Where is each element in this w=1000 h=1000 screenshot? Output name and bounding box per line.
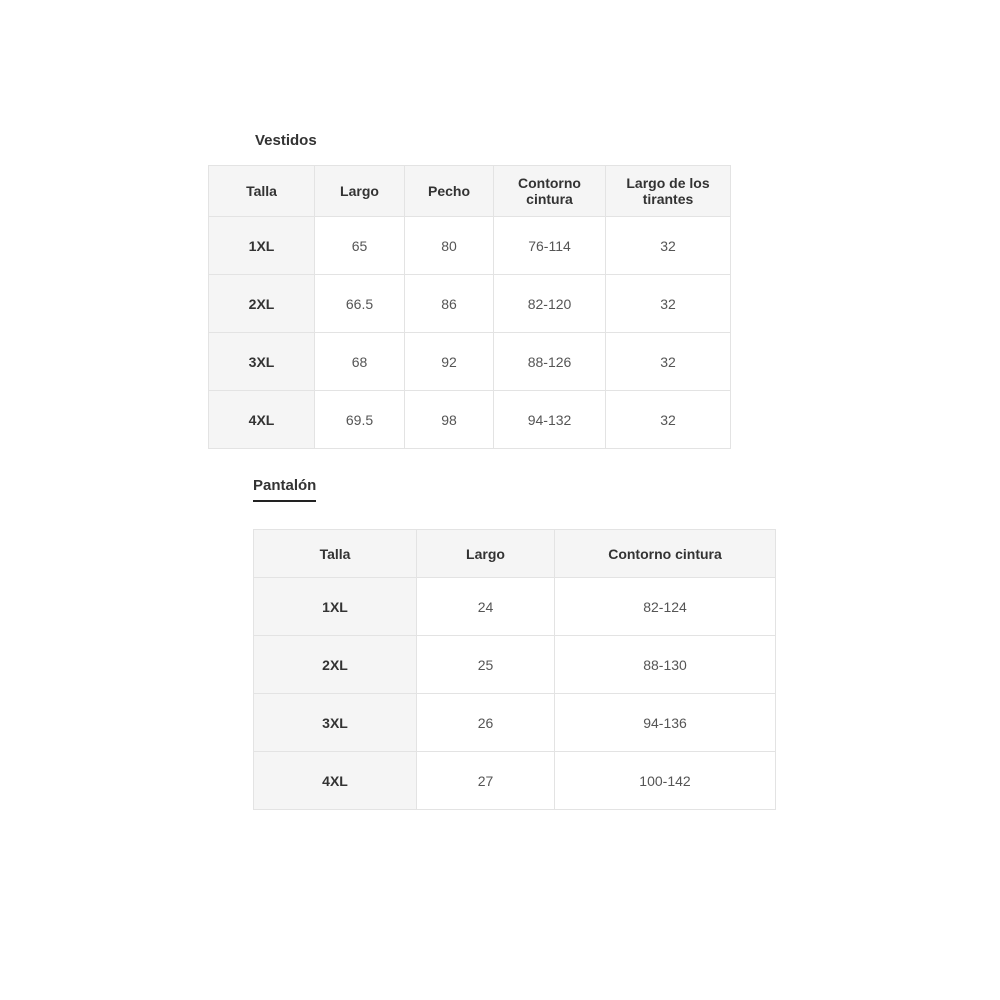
- table-cell: 82-120: [494, 275, 606, 333]
- size-cell: 1XL: [254, 578, 417, 636]
- table-cell: 94-136: [555, 694, 776, 752]
- table-cell: 24: [417, 578, 555, 636]
- column-header-pecho: Pecho: [405, 166, 494, 217]
- table-cell: 88-126: [494, 333, 606, 391]
- table-row: [209, 217, 731, 275]
- table-cell: 82-124: [555, 578, 776, 636]
- column-header-contorno-cintura: Contorno cintura: [555, 530, 776, 578]
- section-title-pantalon[interactable]: [253, 477, 316, 499]
- table-cell: 66.5: [315, 275, 405, 333]
- column-header-largo: Largo: [417, 530, 555, 578]
- size-cell: 1XL: [209, 217, 315, 275]
- table-row: [254, 752, 776, 810]
- table-cell: 86: [405, 275, 494, 333]
- table-cell: 32: [606, 217, 731, 275]
- table-row: [254, 636, 776, 694]
- table-row: [254, 694, 776, 752]
- table-header-row: [254, 530, 776, 578]
- section-title-pantalon-label: Pantalón: [253, 477, 317, 494]
- table-row: [209, 275, 731, 333]
- size-cell: 3XL: [209, 333, 315, 391]
- section-title-vestidos: Vestidos: [255, 132, 317, 149]
- table-cell: 27: [417, 752, 555, 810]
- table-cell: 88-130: [555, 636, 776, 694]
- table-cell: 69.5: [315, 391, 405, 449]
- table-row: [209, 391, 731, 449]
- size-cell: 2XL: [209, 275, 315, 333]
- column-header-largo: Largo: [315, 166, 405, 217]
- table-cell: 100-142: [555, 752, 776, 810]
- active-tab-underline: [253, 500, 316, 502]
- table-cell: 76-114: [494, 217, 606, 275]
- table-cell: 98: [405, 391, 494, 449]
- table-cell: 25: [417, 636, 555, 694]
- table-row: [254, 578, 776, 636]
- size-cell: 3XL: [254, 694, 417, 752]
- size-cell: 4XL: [254, 752, 417, 810]
- table-header-row: [209, 166, 731, 217]
- size-table-vestidos: [208, 165, 731, 449]
- table-cell: 32: [606, 333, 731, 391]
- column-header-talla: Talla: [209, 166, 315, 217]
- column-header-largo-tirantes: Largo de los tirantes: [606, 166, 731, 217]
- table-cell: 26: [417, 694, 555, 752]
- column-header-talla: Talla: [254, 530, 417, 578]
- size-cell: 4XL: [209, 391, 315, 449]
- column-header-contorno-cintura: Contorno cintura: [494, 166, 606, 217]
- table-cell: 32: [606, 391, 731, 449]
- table-cell: 80: [405, 217, 494, 275]
- table-cell: 94-132: [494, 391, 606, 449]
- size-cell: 2XL: [254, 636, 417, 694]
- table-cell: 32: [606, 275, 731, 333]
- table-cell: 68: [315, 333, 405, 391]
- size-table-pantalon: [253, 529, 776, 810]
- table-row: [209, 333, 731, 391]
- table-cell: 92: [405, 333, 494, 391]
- table-cell: 65: [315, 217, 405, 275]
